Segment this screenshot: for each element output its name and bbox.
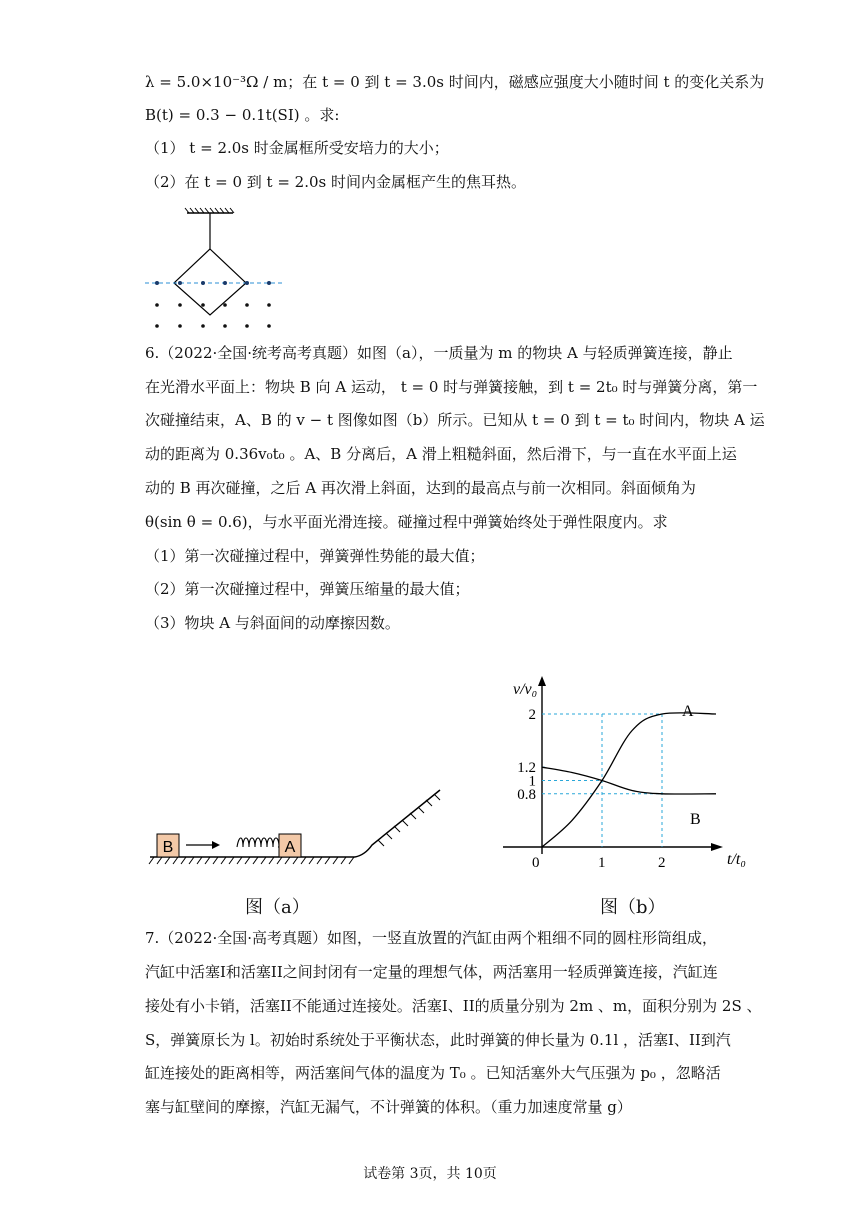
text-line: 6.（2022·全国·统考高考真题）如图（a），一质量为 m 的物块 A 与轻质弹簧连接，静止 <box>145 344 733 362</box>
figure-b-caption: 图（b） <box>600 897 666 918</box>
x-tick-label: 1 <box>598 855 606 871</box>
curve-b-label: B <box>690 811 701 828</box>
text-line: 塞与缸壁间的摩擦，汽缸无漏气，不计弹簧的体积。（重力加速度常量 g） <box>145 1098 632 1116</box>
x-axis-label: t/t₀ <box>727 851 746 868</box>
block-a-label: A <box>284 839 296 856</box>
y-axis-label: v/v₀ <box>513 681 538 698</box>
x-tick-label: 0 <box>532 855 540 871</box>
text-line: 次碰撞结束，A、B 的 v − t 图像如图（b）所示。已知从 t = 0 到 t = t₀ 时间内，物块 A 运 <box>145 411 765 429</box>
x-axis-arrow-icon <box>711 843 723 851</box>
figure-b-chart <box>495 672 755 882</box>
text-line: 动的 B 再次碰撞，之后 A 再次滑上斜面，达到的最高点与前一次相同。斜面倾角为 <box>145 479 696 497</box>
page-footer: 试卷第 3页，共 10页 <box>363 1166 497 1182</box>
text-line: （3）物块 A 与斜面间的动摩擦因数。 <box>145 614 400 632</box>
arrow-head-icon <box>212 841 220 849</box>
block-a <box>279 834 301 857</box>
text-line: 缸连接处的距离相等，两活塞间气体的温度为 T₀ 。已知活塞外大气压强为 p₀ ，忽略活 <box>145 1064 721 1082</box>
text-line: 接处有小卡销，活塞II不能通过连接处。活塞I、II的质量分别为 2m 、m，面积分别为 2S 、 <box>145 997 762 1015</box>
text-line: 汽缸中活塞I和活塞II之间封闭有一定量的理想气体，两活塞用一轻质弹簧连接，汽缸连 <box>145 963 718 981</box>
curve-a-label: A <box>682 703 694 720</box>
block-b <box>157 834 179 857</box>
text-line: （1）第一次碰撞过程中，弹簧弹性势能的最大值； <box>145 547 485 565</box>
text-line: （2）第一次碰撞过程中，弹簧压缩量的最大值； <box>145 580 470 598</box>
metal-frame-figure <box>145 205 285 335</box>
text-line: θ(sin θ = 0.6)，与水平面光滑连接。碰撞过程中弹簧始终处于弹性限度内。求 <box>145 513 668 531</box>
y-tick-label: 0.8 <box>517 786 536 803</box>
y-tick-label: 1 <box>528 773 536 790</box>
text-line: S，弹簧原长为 l。初始时系统处于平衡状态，此时弹簧的伸长量为 0.1l ，活塞I、II到汽 <box>145 1031 731 1049</box>
text-line: 7.（2022·全国·高考真题）如图，一竖直放置的汽缸由两个粗细不同的圆柱形筒组成， <box>145 929 718 947</box>
text-line: 在光滑水平面上：物块 B 向 A 运动， t = 0 时与弹簧接触，到 t = 2t₀ 时与弹簧分离，第一 <box>145 378 758 396</box>
figure-a-caption: 图（a） <box>245 897 310 918</box>
y-tick-label: 2 <box>528 707 536 723</box>
text-line: （1） t = 2.0s 时金属框所受安培力的大小； <box>145 139 449 157</box>
block-b-label: B <box>162 839 174 856</box>
text-line: λ = 5.0×10⁻³Ω / m；在 t = 0 到 t = 3.0s 时间内，磁感应强度大小随时间 t 的变化关系为 <box>145 73 765 91</box>
y-tick-label: 1.2 <box>517 760 536 777</box>
text-line: B(t) = 0.3 − 0.1t(SI) 。求: <box>145 106 340 124</box>
x-tick-label: 2 <box>658 855 666 871</box>
figure-a <box>140 775 460 875</box>
text-line: （2）在 t = 0 到 t = 2.0s 时间内金属框产生的焦耳热。 <box>145 173 526 191</box>
spring <box>237 838 279 847</box>
text-line: 动的距离为 0.36v₀t₀ 。A、B 分离后，A 滑上粗糙斜面，然后滑下，与一直在水平面上运 <box>145 445 737 463</box>
y-axis-arrow-icon <box>538 676 546 686</box>
